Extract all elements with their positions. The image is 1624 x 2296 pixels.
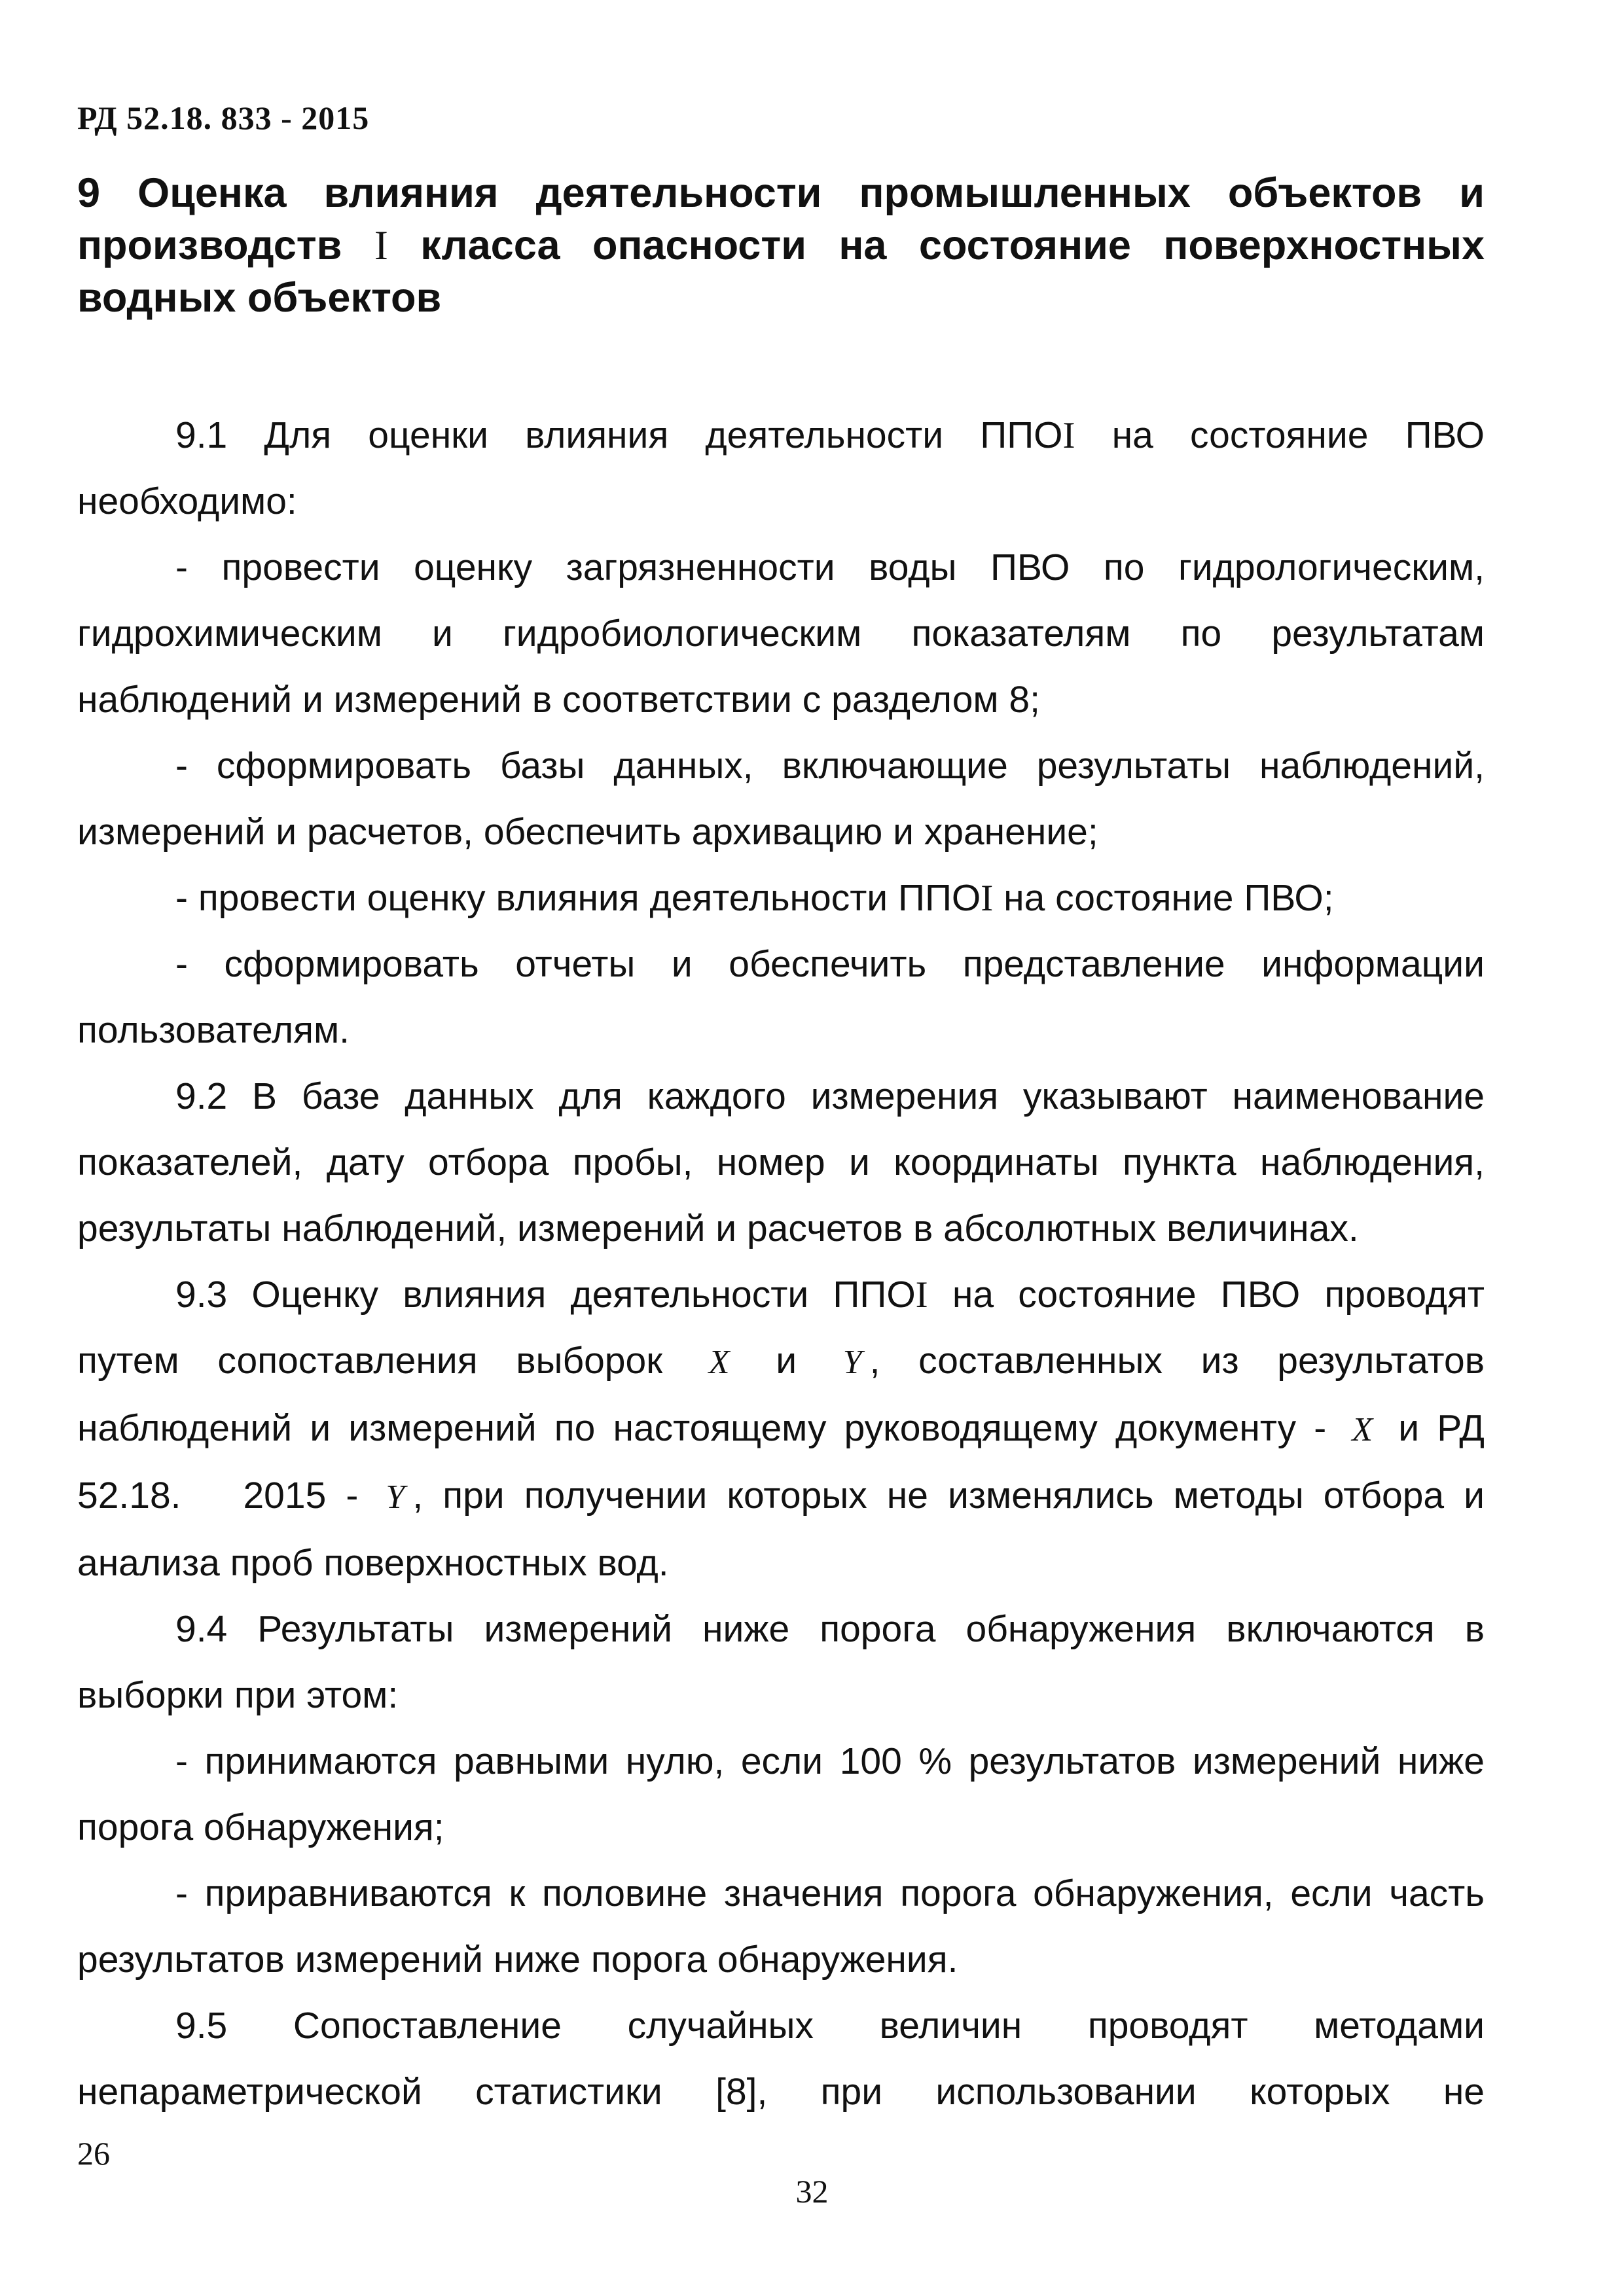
variable-x: X bbox=[708, 1344, 730, 1381]
bullet-item-3-text-b: на состояние ПВО; bbox=[993, 877, 1334, 919]
paragraph-9-3-text-f: 2015 - bbox=[243, 1475, 359, 1516]
roman-numeral: I bbox=[981, 878, 994, 919]
document-code-header: РД 52.18. 833 - 2015 bbox=[77, 99, 370, 136]
paragraph-9-3-text-g: , при получении которых не изменялись методы отбора и анализа проб поверхностных вод. bbox=[77, 1475, 1485, 1584]
paragraph-9-3-text-c: и bbox=[776, 1340, 797, 1382]
paragraph-9-1-text-b: на состояние ПВО необходимо: bbox=[77, 414, 1485, 522]
variable-x: X bbox=[1352, 1411, 1373, 1448]
bullet-item-6: - приравниваются к половине значения порога обнаружения, если часть результатов измерений ниже порога обнаружения. bbox=[77, 1873, 1485, 1981]
roman-numeral: I bbox=[1062, 415, 1075, 456]
paragraph-9-5: 9.5 Сопоставление случайных величин проводят методами непараметрической статистики [8], при использовании которых не bbox=[77, 2005, 1485, 2113]
variable-y: Y bbox=[386, 1479, 405, 1516]
paragraph-9-2: 9.2 В базе данных для каждого измерения указывают наименование показателей, дату отбора пробы, номер и координаты пункта наблюдения, результаты наблюдений, измерений и расчетов в абсолютных величинах. bbox=[77, 1075, 1485, 1249]
section-title-roman-numeral: I bbox=[374, 223, 388, 268]
bullet-item-1: - провести оценку загрязненности воды ПВО по гидрологическим, гидрохимическим и гидробиологическим показателям по результатам наблюдений и измерений в соответствии с разделом 8; bbox=[77, 547, 1485, 721]
section-title bbox=[77, 167, 1485, 324]
bullet-item-5: - принимаются равными нулю, если 100 % результатов измерений ниже порога обнаружения; bbox=[77, 1740, 1485, 1848]
page-number-original: 26 bbox=[77, 2135, 110, 2172]
variable-y: Y bbox=[842, 1344, 862, 1381]
paragraph-9-3-text-b: на состояние ПВО проводят путем сопоставления выборок bbox=[77, 1274, 1485, 1382]
bullet-item-3 bbox=[77, 865, 1485, 931]
paragraph-9-4: 9.4 Результаты измерений ниже порога обнаружения включаются в выборки при этом: bbox=[77, 1608, 1485, 1716]
page-number: 32 bbox=[795, 2173, 829, 2210]
bullet-item-2: - сформировать базы данных, включающие результаты наблюдений, измерений и расчетов, обеспечить архивацию и хранение; bbox=[77, 745, 1485, 853]
paragraph-9-3-text-e: и РД 52.18. bbox=[77, 1407, 1485, 1516]
paragraph-9-3-text-a: 9.3 Оценку влияния деятельности ППО bbox=[175, 1274, 916, 1316]
document-body bbox=[77, 403, 1485, 2125]
bullet-item-3-text-a: - провести оценку влияния деятельности ППО bbox=[175, 877, 981, 919]
section-title-text-2: класса опасности на состояние поверхностных водных объектов bbox=[77, 223, 1485, 321]
paragraph-9-1-text-a: 9.1 Для оценки влияния деятельности ППО bbox=[175, 414, 1063, 456]
roman-numeral: I bbox=[915, 1274, 928, 1316]
section-title-text-1: 9 Оценка влияния деятельности промышленных объектов и производств bbox=[77, 170, 1485, 268]
paragraph-9-3 bbox=[77, 1262, 1485, 1596]
bullet-item-4: - сформировать отчеты и обеспечить представление информации пользователям. bbox=[77, 943, 1485, 1051]
paragraph-9-3-text-d: , составленных из результатов наблюдений и измерений по настоящему руководящему документу - bbox=[77, 1340, 1485, 1449]
paragraph-9-1 bbox=[77, 403, 1485, 535]
